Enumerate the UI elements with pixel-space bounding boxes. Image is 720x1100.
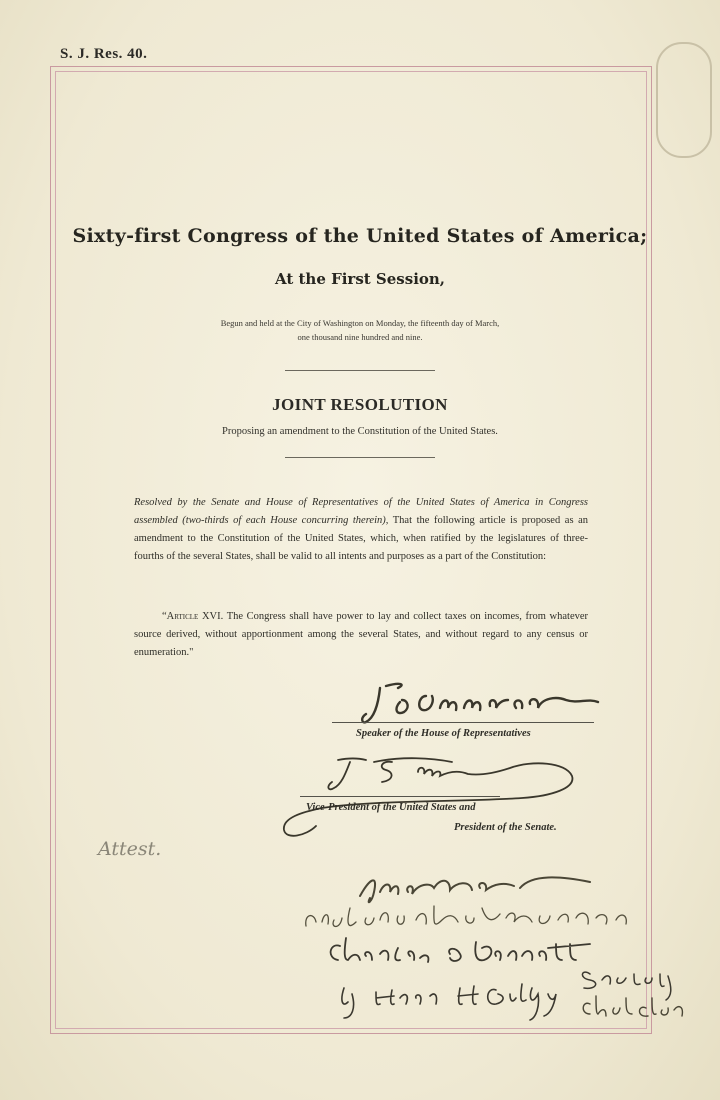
bill-identifier: S. J. Res. 40. bbox=[60, 46, 148, 62]
resolution-subtitle: Proposing an amendment to the Constitution of the United States. bbox=[222, 426, 498, 437]
speaker-caption: Speaker of the House of Representatives bbox=[356, 728, 531, 739]
vice-president-caption-line-2: President of the Senate. bbox=[454, 822, 557, 833]
divider-bottom bbox=[285, 457, 435, 458]
resolution-title: JOINT RESOLUTION bbox=[272, 395, 448, 414]
resolution-body bbox=[134, 494, 588, 566]
attest-handwriting: Attest. bbox=[98, 838, 162, 860]
convening-line-1: Begun and held at the City of Washington on Monday, the fifteenth day of March, bbox=[220, 318, 500, 328]
divider-top bbox=[285, 370, 435, 371]
vice-president-signature-line bbox=[300, 796, 500, 797]
body-text: That the following article is proposed as an amendment to the Constitution of the United States, which, when ratified by the legislatures of three-fourths of the several States, shall be valid to all intents and purposes as a part of the Constitution: bbox=[134, 515, 589, 562]
congress-heading: Sixty-first Congress of the United States of America; bbox=[72, 225, 648, 247]
convening-line-2: one thousand nine hundred and nine. bbox=[297, 332, 423, 342]
article-label: Article XVI. bbox=[166, 611, 224, 622]
article-text: The Congress shall have power to lay and collect taxes on incomes, from whatever source derived, without apportionment among the several States, and without regard to any census or enumeration." bbox=[134, 611, 589, 658]
open-quote: “ bbox=[162, 611, 167, 622]
enacting-clause: Resolved by the Senate and House of Representatives of the United States of America in Congress assembled (two-thirds of each House concurring therein), bbox=[134, 497, 588, 526]
session-heading: At the First Session, bbox=[274, 270, 446, 288]
archival-stamp bbox=[656, 42, 712, 158]
convening-statement bbox=[130, 316, 590, 344]
speaker-signature-line bbox=[332, 722, 594, 723]
clerk-secretary-signatures bbox=[300, 868, 690, 1038]
speaker-signature bbox=[360, 678, 620, 728]
article-paragraph bbox=[134, 608, 588, 662]
vice-president-caption-line-1: Vice-President of the United States and bbox=[306, 802, 476, 813]
